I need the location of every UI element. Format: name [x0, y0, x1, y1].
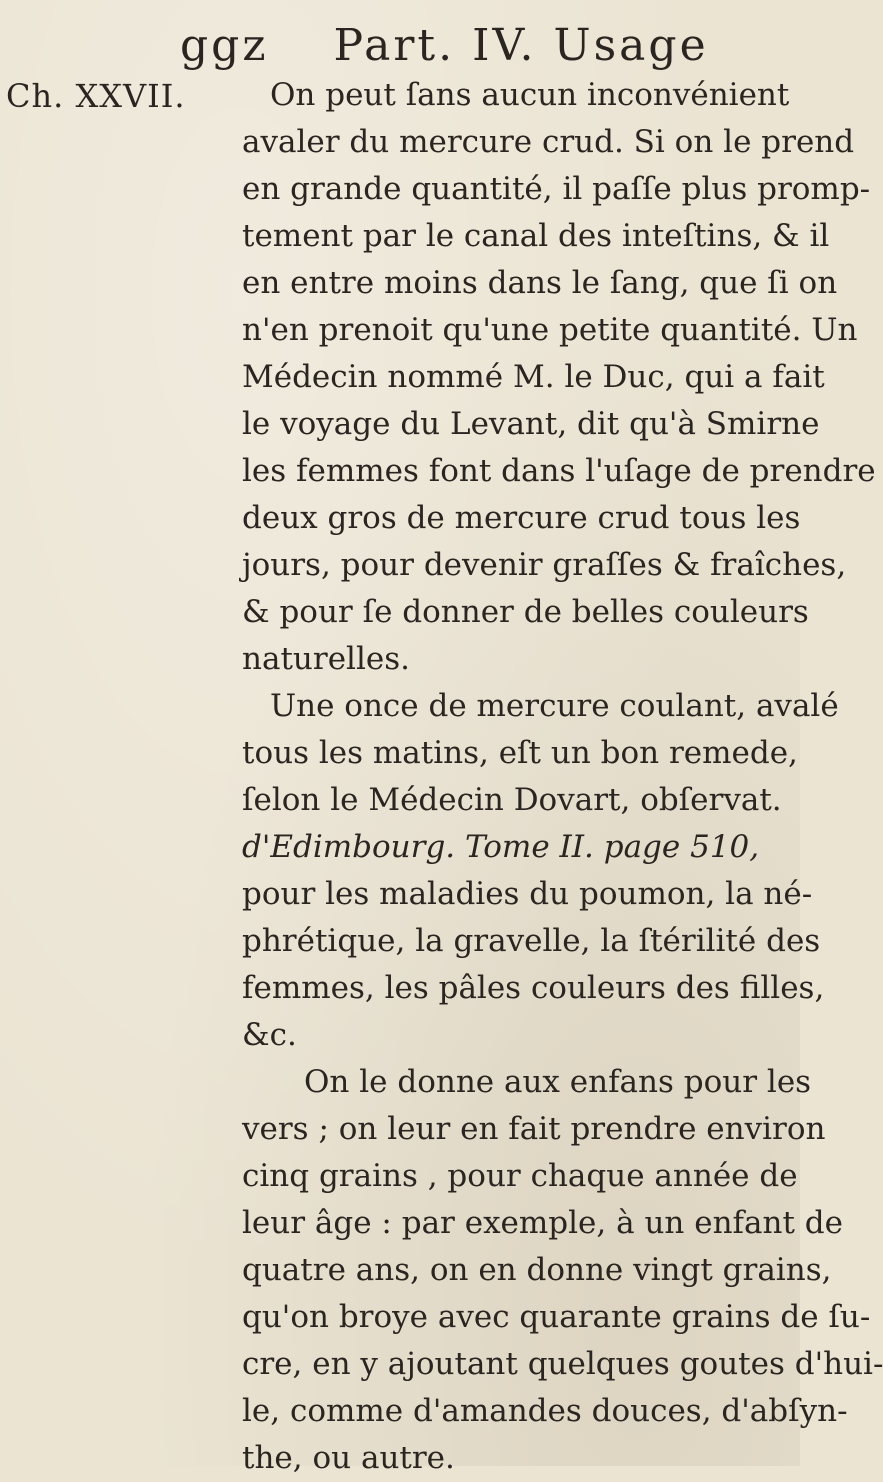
text-line: d'Edimbourg. Tome II. page 510, — [242, 829, 760, 865]
text-line: tous les matins, eſt un bon remede, — [242, 735, 798, 771]
text-line: vers ; on leur en fait prendre environ — [242, 1111, 826, 1147]
text-line: cinq grains , pour chaque année de — [242, 1158, 798, 1194]
text-line: deux gros de mercure crud tous les — [242, 500, 801, 536]
text-line: en grande quantité, il paſſe plus promp- — [242, 171, 871, 207]
text-line: naturelles. — [242, 641, 410, 677]
running-title: Part. IV. Usage — [333, 20, 709, 71]
text-line: tement par le canal des inteſtins, & il — [242, 218, 830, 254]
text-line: le, comme d'amandes douces, d'abſyn- — [242, 1393, 848, 1429]
text-line: femmes, les pâles couleurs des filles, — [242, 970, 825, 1006]
text-line: le voyage du Levant, dit qu'à Smirne — [242, 406, 820, 442]
text-line: qu'on broye avec quarante grains de ſu- — [242, 1299, 871, 1335]
text-line: cre, en y ajoutant quelques goutes d'hui- — [242, 1346, 883, 1382]
text-line: les femmes font dans l'uſage de prendre — [242, 453, 876, 489]
text-line: & pour ſe donner de belles couleurs — [242, 594, 809, 630]
page-number: ggz — [180, 20, 269, 71]
text-line: jours, pour devenir graſſes & fraîches, — [242, 547, 847, 583]
text-line: pour les maladies du poumon, la né- — [242, 876, 813, 912]
text-line: leur âge : par exemple, à un enfant de — [242, 1205, 843, 1241]
running-header — [180, 20, 709, 71]
text-line: avaler du mercure crud. Si on le prend — [242, 124, 855, 160]
text-line: phrétique, la gravelle, la ſtérilité des — [242, 923, 821, 959]
text-line: ſelon le Médecin Dovart, obſervat. — [242, 782, 782, 818]
text-line: en entre moins dans le ſang, que ſi on — [242, 265, 838, 301]
text-line: Médecin nommé M. le Duc, qui a fait — [242, 359, 825, 395]
text-line: quatre ans, on en donne vingt grains, — [242, 1252, 832, 1288]
chapter-margin-note: Ch. XXVII. — [6, 77, 186, 115]
text-line: Une once de mercure coulant, avalé — [270, 688, 839, 724]
text-line: the, ou autre. — [242, 1440, 455, 1476]
body-text — [242, 72, 883, 1482]
text-line: On le donne aux enfans pour les — [304, 1064, 812, 1100]
text-line: On peut ſans aucun inconvénient — [270, 77, 790, 113]
text-line: n'en prenoit qu'une petite quantité. Un — [242, 312, 858, 348]
text-line: &c. — [242, 1017, 297, 1053]
